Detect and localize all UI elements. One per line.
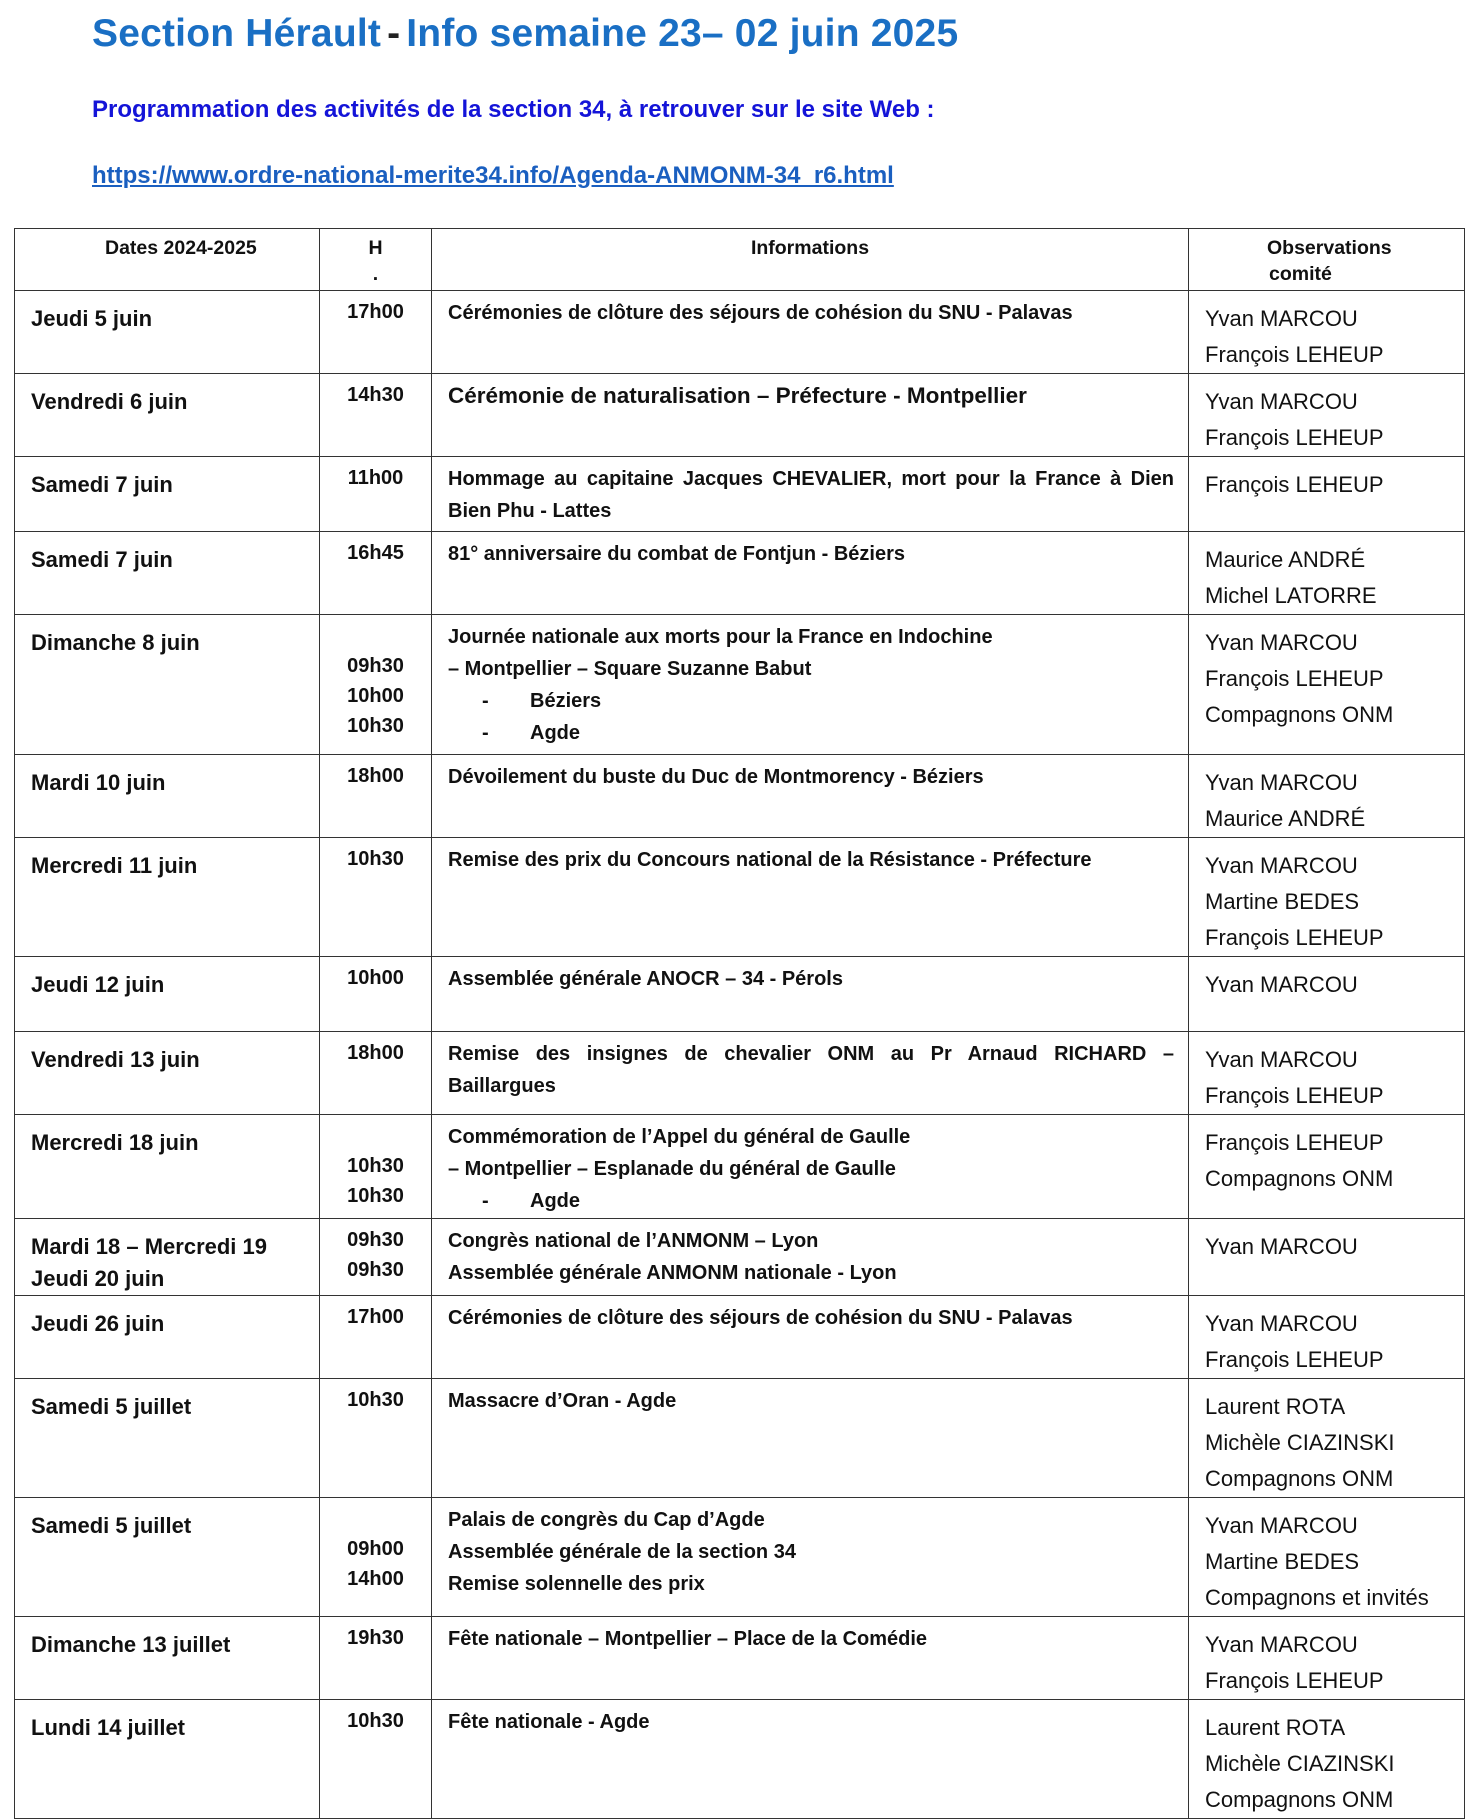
col-header-info: Informations [432,229,1189,291]
col-header-dates: Dates 2024-2025 [15,229,320,291]
bullet-text: Agde [530,722,580,744]
cell-time [320,957,432,1032]
observer-name: Compagnons ONM [1205,702,1394,727]
cell-info [432,532,1189,615]
time-text: 14h30 [347,384,404,406]
table-row [15,1032,1465,1115]
time-text: 14h00 [347,1568,404,1590]
info-text: Remise solennelle des prix [448,1573,705,1595]
info-text: Palais de congrès du Cap d’Agde [448,1509,765,1531]
cell-date [15,532,320,615]
time-text: 09h30 [347,1259,404,1281]
cell-observations [1189,457,1465,532]
observer-name: Yvan MARCOU [1205,972,1358,997]
cell-time [320,1032,432,1115]
cell-info [432,838,1189,957]
observer-name: Maurice ANDRÉ [1205,547,1366,572]
time-text: 10h30 [347,715,404,737]
time-text: 10h30 [347,848,404,870]
time-text: 10h00 [347,685,404,707]
date-text: Lundi 14 juillet [31,1715,186,1740]
observer-name: Laurent ROTA [1205,1715,1346,1740]
bullet-dash: - [482,1190,489,1212]
info-bullet [448,685,1174,717]
cell-time [320,1617,432,1700]
observer-name: Michèle CIAZINSKI [1205,1751,1395,1776]
observer-name: Yvan MARCOU [1205,389,1358,414]
cell-time [320,1115,432,1219]
table-row [15,1498,1465,1617]
table-row [15,1617,1465,1700]
cell-date [15,1219,320,1296]
info-text: Assemblée générale de la section 34 [448,1541,796,1563]
observer-name: François LEHEUP [1205,425,1384,450]
col-header-h: H . [320,229,432,291]
info-text: 81° anniversaire du combat de Fontjun - Béziers [448,543,906,565]
info-text: Fête nationale – Montpellier – Place de la Comédie [448,1628,928,1650]
cell-time [320,838,432,957]
bullet-text: Agde [530,1190,580,1212]
bullet-dash: - [482,722,489,744]
cell-info [432,291,1189,374]
cell-observations [1189,615,1465,755]
title-week: Info semaine 23– 02 juin 2025 [406,12,959,55]
table-row [15,838,1465,957]
observer-name: François LEHEUP [1205,1668,1384,1693]
cell-date [15,374,320,457]
cell-observations [1189,1379,1465,1498]
info-text: Journée nationale aux morts pour la France en Indochine [448,626,993,648]
table-row [15,374,1465,457]
cell-info [432,1296,1189,1379]
info-text: – Montpellier – Square Suzanne Babut [448,658,812,680]
time-text: 10h30 [347,1710,404,1732]
date-text: Mardi 10 juin [31,770,166,795]
cell-time [320,755,432,838]
date-text: Mardi 18 – Mercredi 19 [31,1234,268,1259]
observer-name: François LEHEUP [1205,1130,1384,1155]
cell-date [15,457,320,532]
page-title [92,12,958,56]
date-text: Dimanche 8 juin [31,630,200,655]
time-text: 11h00 [347,467,404,489]
cell-time [320,457,432,532]
info-text: Dévoilement du buste du Duc de Montmorency - Béziers [448,766,984,788]
cell-info [432,374,1189,457]
observer-name: Compagnons ONM [1205,1787,1394,1812]
cell-time [320,1296,432,1379]
cell-date [15,1032,320,1115]
observer-name: François LEHEUP [1205,342,1384,367]
date-text: Mercredi 11 juin [31,853,198,878]
cell-info [432,1219,1189,1296]
cell-time [320,1700,432,1819]
table-row [15,1379,1465,1498]
observer-name: Yvan MARCOU [1205,853,1358,878]
time-text: 09h30 [347,655,404,677]
table-row [15,1115,1465,1219]
info-bullet [448,717,1174,749]
cell-observations [1189,838,1465,957]
cell-time [320,1219,432,1296]
observer-name: Yvan MARCOU [1205,1311,1358,1336]
cell-observations [1189,1617,1465,1700]
observer-name: Maurice ANDRÉ [1205,806,1366,831]
cell-observations [1189,291,1465,374]
table-row [15,1700,1465,1819]
date-text: Samedi 5 juillet [31,1394,192,1419]
observer-name: Yvan MARCOU [1205,1234,1358,1259]
time-text: 09h30 [347,1229,404,1251]
observer-name: Yvan MARCOU [1205,770,1358,795]
cell-date [15,755,320,838]
info-text: – Montpellier – Esplanade du général de Gaulle [448,1158,896,1180]
info-text: Assemblée générale ANOCR – 34 - Pérols [448,968,843,990]
cell-date [15,615,320,755]
cell-date [15,1115,320,1219]
date-text: Jeudi 26 juin [31,1311,165,1336]
time-text: 10h30 [347,1389,404,1411]
cell-date [15,1617,320,1700]
cell-observations [1189,1296,1465,1379]
time-spacer [320,1504,431,1534]
cell-info [432,1379,1189,1498]
info-text: Remise des prix du Concours national de la Résistance - Préfecture [448,849,1092,871]
observer-name: Yvan MARCOU [1205,306,1358,331]
observer-name: Michel LATORRE [1205,583,1377,608]
observer-name: Yvan MARCOU [1205,1047,1358,1072]
cell-date [15,957,320,1032]
time-text: 16h45 [347,542,404,564]
title-separator: - [387,12,401,55]
observer-name: François LEHEUP [1205,1083,1384,1108]
observer-name: Compagnons ONM [1205,1166,1394,1191]
cell-time [320,1498,432,1617]
observer-name: François LEHEUP [1205,472,1384,497]
info-text: Cérémonie de naturalisation – Préfecture - Montpellier [448,383,1027,408]
cell-info [432,1032,1189,1115]
table-row [15,291,1465,374]
cell-observations [1189,957,1465,1032]
date-text: Samedi 5 juillet [31,1513,192,1538]
cell-info [432,1115,1189,1219]
observer-name: Compagnons et invités [1205,1585,1429,1610]
date-text: Mercredi 18 juin [31,1130,199,1155]
info-text: Assemblée générale ANMONM nationale - Lyon [448,1262,897,1284]
time-text: 09h00 [347,1538,404,1560]
cell-date [15,291,320,374]
date-text: Jeudi 20 juin [31,1266,165,1291]
cell-info [432,615,1189,755]
cell-observations [1189,1700,1465,1819]
observer-name: François LEHEUP [1205,666,1384,691]
info-text: Remise des insignes de chevalier ONM au Pr Arnaud RICHARD – Baillargues [448,1043,1174,1097]
cell-observations [1189,1115,1465,1219]
cell-info [432,457,1189,532]
time-text: 18h00 [347,1042,404,1064]
bullet-dash: - [482,690,489,712]
observer-name: Laurent ROTA [1205,1394,1346,1419]
time-text: 18h00 [347,765,404,787]
time-spacer [320,1121,431,1151]
table-row [15,957,1465,1032]
cell-observations [1189,755,1465,838]
info-text: Cérémonies de clôture des séjours de cohésion du SNU - Palavas [448,302,1073,324]
cell-observations [1189,1219,1465,1296]
observer-name: Yvan MARCOU [1205,630,1358,655]
cell-date [15,838,320,957]
info-text: Congrès national de l’ANMONM – Lyon [448,1230,819,1252]
observer-name: Martine BEDES [1205,1549,1360,1574]
table-row [15,615,1465,755]
cell-info [432,957,1189,1032]
cell-date [15,1498,320,1617]
observer-name: Yvan MARCOU [1205,1513,1358,1538]
bullet-text: Béziers [530,690,602,712]
page-subtitle: Programmation des activités de la section 34, à retrouver sur le site Web : [92,96,935,123]
time-text: 10h30 [347,1155,404,1177]
time-text: 17h00 [347,1306,404,1328]
date-text: Jeudi 12 juin [31,972,165,997]
date-text: Samedi 7 juin [31,472,173,497]
date-text: Samedi 7 juin [31,547,173,572]
date-text: Vendredi 6 juin [31,389,188,414]
time-text: 19h30 [347,1627,404,1649]
date-text: Jeudi 5 juin [31,306,153,331]
date-text: Vendredi 13 juin [31,1047,200,1072]
time-text: 10h00 [347,967,404,989]
cell-info [432,1700,1189,1819]
cell-time [320,615,432,755]
info-text: Cérémonies de clôture des séjours de cohésion du SNU - Palavas [448,1307,1073,1329]
cell-date [15,1379,320,1498]
observer-name: François LEHEUP [1205,925,1384,950]
table-row [15,532,1465,615]
cell-date [15,1700,320,1819]
cell-info [432,755,1189,838]
info-bullet [448,1185,1174,1217]
time-text: 17h00 [347,301,404,323]
date-text: Dimanche 13 juillet [31,1632,231,1657]
info-text: Hommage au capitaine Jacques CHEVALIER, mort pour la France à Dien Bien Phu - Lattes [448,468,1174,522]
cell-info [432,1617,1189,1700]
observer-name: Compagnons ONM [1205,1466,1394,1491]
cell-time [320,374,432,457]
table-row [15,457,1465,532]
time-spacer [320,621,431,651]
col-header-observations: Observations comité [1189,229,1465,291]
info-text: Commémoration de l’Appel du général de Gaulle [448,1126,911,1148]
observer-name: Martine BEDES [1205,889,1360,914]
table-row [15,1296,1465,1379]
cell-date [15,1296,320,1379]
agenda-link[interactable]: https://www.ordre-national-merite34.info/Agenda-ANMONM-34_r6.html [92,162,894,189]
cell-observations [1189,374,1465,457]
info-text: Fête nationale - Agde [448,1711,650,1733]
observer-name: Michèle CIAZINSKI [1205,1430,1395,1455]
cell-observations [1189,1498,1465,1617]
cell-observations [1189,1032,1465,1115]
time-text: 10h30 [347,1185,404,1207]
cell-info [432,1498,1189,1617]
cell-time [320,291,432,374]
table-header-row [15,229,1465,291]
cell-time [320,1379,432,1498]
observer-name: Yvan MARCOU [1205,1632,1358,1657]
cell-time [320,532,432,615]
cell-observations [1189,532,1465,615]
info-text: Massacre d’Oran - Agde [448,1390,677,1412]
table-row [15,1219,1465,1296]
table-row [15,755,1465,838]
title-section: Section Hérault [92,12,382,55]
agenda-table [14,228,1465,1819]
observer-name: François LEHEUP [1205,1347,1384,1372]
